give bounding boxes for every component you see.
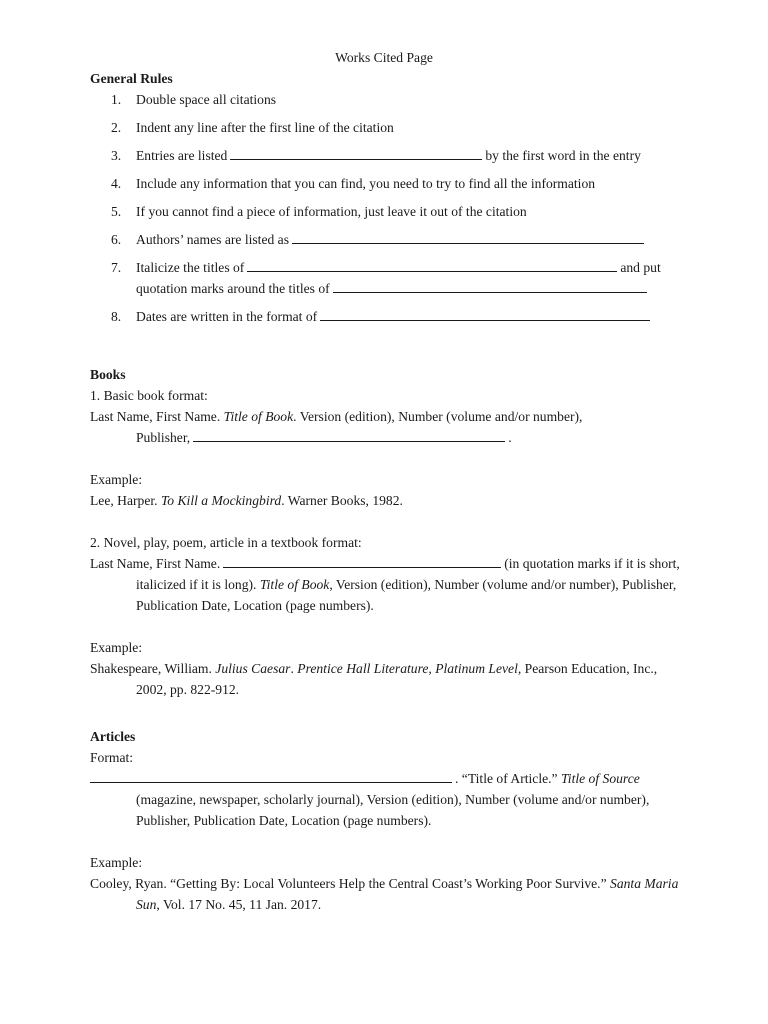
textbook-format: Last Name, First Name. (in quotation marks if it is short, italicized if it is long). Title of Book, Version (edition), Number (volume and/or number), Publisher, Publication Date, Location (page numbers). [90, 553, 690, 616]
example-label: Example: [90, 640, 143, 655]
books-section [90, 364, 690, 700]
rule-item: 1. Double space all citations [111, 92, 277, 107]
textbook-format-label: 2. Novel, play, poem, article in a textbook format: [90, 535, 362, 550]
general-rules-heading: General Rules [90, 71, 173, 86]
rule-item: 7. Italicize the titles of and put quotation marks around the titles of [90, 257, 690, 299]
fill-in-blank[interactable] [247, 257, 617, 272]
book-example: Lee, Harper. To Kill a Mockingbird. Warner Books, 1982. [90, 493, 403, 508]
fill-in-blank[interactable] [333, 278, 647, 293]
fill-in-blank[interactable] [193, 427, 505, 442]
rule-item: 6. Authors’ names are listed as [90, 229, 690, 250]
page-title: Works Cited Page [335, 50, 433, 65]
fill-in-blank[interactable] [230, 145, 482, 160]
articles-heading: Articles [90, 729, 136, 744]
articles-section [90, 726, 690, 915]
example-label: Example: [90, 472, 143, 487]
basic-book-format: Last Name, First Name. Title of Book. Version (edition), Number (volume and/or number), Publisher, . [90, 409, 583, 445]
basic-book-format-label: 1. Basic book format: [90, 388, 208, 403]
rules-list [90, 89, 690, 327]
rule-item: 4. Include any information that you can find, you need to try to find all the information [111, 176, 596, 191]
fill-in-blank[interactable] [223, 553, 501, 568]
rule-item: 8. Dates are written in the format of [90, 306, 690, 327]
article-format-label: Format: [90, 750, 134, 765]
article-format: . “Title of Article.” Title of Source (magazine, newspaper, scholarly journal), Version (edition), Number (volume and/or number), Publisher, Publication Date, Location (page numbers). [90, 768, 690, 831]
fill-in-blank[interactable] [292, 229, 644, 244]
rule-item: 3. Entries are listed by the first word in the entry [90, 145, 690, 166]
fill-in-blank[interactable] [320, 306, 650, 321]
books-heading: Books [90, 367, 126, 382]
general-rules-section [90, 68, 690, 334]
example-label: Example: [90, 855, 143, 870]
fill-in-blank[interactable] [90, 768, 452, 783]
rule-item: 2. Indent any line after the first line of the citation [111, 120, 394, 135]
rule-item: 5. If you cannot find a piece of information, just leave it out of the citation [111, 204, 527, 219]
textbook-example: Shakespeare, William. Julius Caesar. Prentice Hall Literature, Platinum Level, Pearson Education, Inc., 2002, pp. 822-912. [90, 661, 658, 697]
article-example: Cooley, Ryan. “Getting By: Local Volunteers Help the Central Coast’s Working Poor Survive.” Santa Maria Sun, Vol. 17 No. 45, 11 Jan. 2017. [90, 876, 679, 912]
